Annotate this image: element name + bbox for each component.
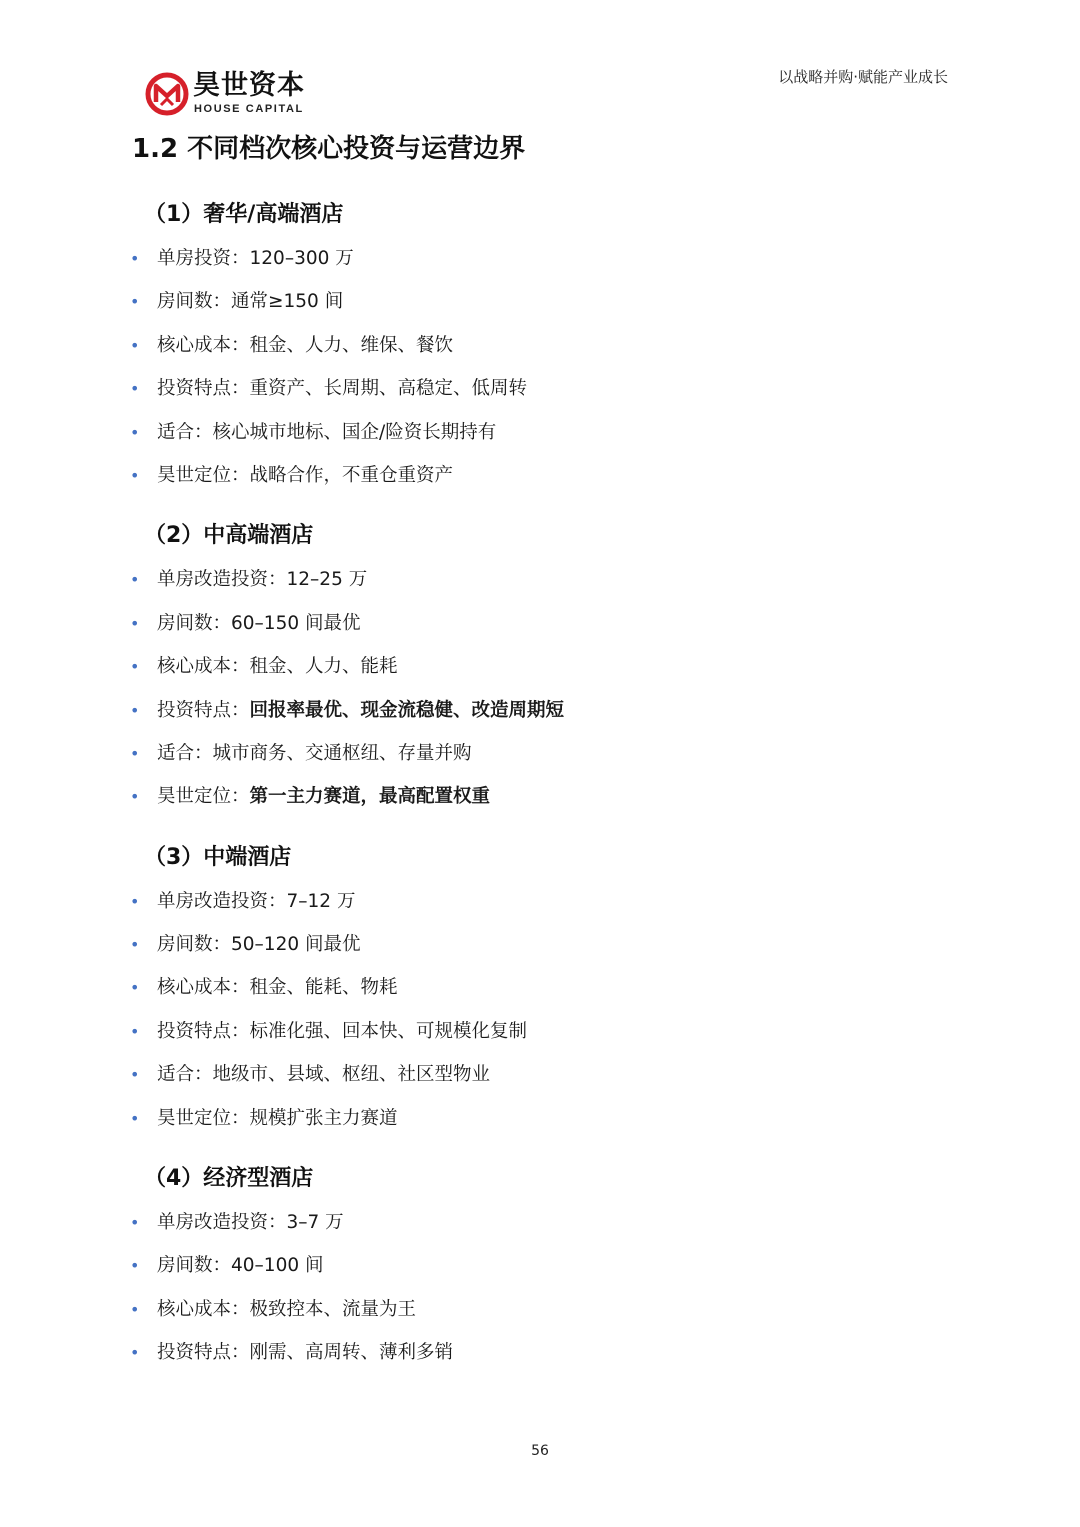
item-value: 12–25 万: [286, 569, 368, 591]
list-item: [130, 1288, 950, 1331]
list-item: [130, 689, 950, 732]
item-value: 第一主力赛道，最高配置权重: [249, 786, 491, 808]
section-economy-hotel: [130, 1157, 950, 1375]
bullet-icon: •: [130, 379, 140, 399]
item-value: 地级市、县域、枢纽、社区型物业: [212, 1064, 491, 1086]
item-label: 投资特点：: [157, 1342, 250, 1364]
item-label: 核心成本：: [157, 977, 250, 999]
item-value: 回报率最优、现金流稳健、改造周期短: [249, 699, 565, 721]
list-item: [130, 880, 950, 923]
list-item: [130, 966, 950, 1009]
section-luxury-hotel: [130, 193, 950, 497]
item-value: 战略合作，不重仓重资产: [249, 464, 454, 486]
item-label: 昊世定位：: [157, 464, 250, 486]
bullet-icon: •: [130, 613, 140, 633]
list-item: [130, 1097, 950, 1140]
item-value: 核心城市地标、国企/险资长期持有: [212, 421, 497, 443]
bullet-icon: •: [130, 1021, 140, 1041]
item-value: 标准化强、回本快、可规模化复制: [249, 1020, 528, 1042]
item-label: 昊世定位：: [157, 786, 250, 808]
list-item: [130, 1201, 950, 1244]
list-item: [130, 1331, 950, 1374]
item-value: 租金、人力、能耗: [249, 656, 398, 678]
item-value: 规模扩张主力赛道: [249, 1107, 398, 1129]
item-label: 单房改造投资：: [157, 569, 287, 591]
bullet-icon: •: [130, 657, 140, 677]
list-item: [130, 454, 950, 497]
bullet-icon: •: [130, 1065, 140, 1085]
bullet-list: [130, 880, 950, 1140]
list-item: [130, 645, 950, 688]
bullet-list: [130, 237, 950, 497]
bullet-icon: •: [130, 570, 140, 590]
bullet-icon: •: [130, 743, 140, 763]
bullet-list: [130, 558, 950, 818]
item-value: 7–12 万: [286, 890, 356, 912]
list-item: [130, 732, 950, 775]
item-label: 核心成本：: [157, 656, 250, 678]
logo-name: 昊世资本: [193, 70, 305, 101]
bullet-icon: •: [130, 1213, 140, 1233]
item-value: 重资产、长周期、高稳定、低周转: [249, 378, 528, 400]
item-label: 房间数：: [157, 612, 232, 634]
item-value: 租金、能耗、物耗: [249, 977, 398, 999]
section-heading: （2）中高端酒店: [144, 523, 314, 549]
section-heading: （1）奢华/高端酒店: [144, 202, 344, 227]
item-label: 投资特点：: [157, 699, 250, 721]
item-label: 核心成本：: [157, 1298, 250, 1320]
item-value: 120–300 万: [249, 248, 354, 269]
logo-english-name: HOUSE CAPITAL: [194, 103, 304, 115]
bullet-icon: •: [130, 891, 140, 911]
bullet-icon: •: [130, 787, 140, 807]
list-item: [130, 237, 950, 280]
bullet-icon: •: [130, 1108, 140, 1128]
section-midscale-hotel: [130, 836, 950, 1140]
item-label: 单房投资：: [157, 248, 250, 269]
section-heading: （4）经济型酒店: [144, 1166, 314, 1192]
item-value: 50–120 间最优: [231, 934, 361, 956]
item-label: 适合：: [157, 421, 213, 443]
company-logo: [145, 70, 315, 118]
list-item: [130, 775, 950, 818]
bullet-icon: •: [130, 292, 140, 312]
item-label: 核心成本：: [157, 334, 250, 356]
bullet-icon: •: [130, 1299, 140, 1319]
bullet-icon: •: [130, 978, 140, 998]
item-label: 投资特点：: [157, 378, 250, 400]
list-item: [130, 602, 950, 645]
item-label: 房间数：: [157, 934, 232, 956]
item-label: 房间数：: [157, 291, 232, 313]
list-item: [130, 324, 950, 367]
item-value: 租金、人力、维保、餐饮: [249, 334, 454, 356]
item-value: 60–150 间最优: [231, 612, 361, 634]
bullet-icon: •: [130, 249, 140, 268]
item-value: 40–100 间: [231, 1255, 324, 1277]
item-label: 适合：: [157, 742, 213, 764]
bullet-icon: •: [130, 1343, 140, 1363]
section-upper-midscale-hotel: [130, 514, 950, 818]
item-value: 3–7 万: [286, 1212, 344, 1234]
item-value: 刚需、高周转、薄利多销: [249, 1342, 454, 1364]
list-item: [130, 923, 950, 966]
list-item: [130, 558, 950, 601]
bullet-icon: •: [130, 700, 140, 720]
list-item: [130, 1244, 950, 1287]
item-label: 昊世定位：: [157, 1107, 250, 1129]
page-number: 56: [531, 1443, 549, 1459]
list-item: [130, 367, 950, 410]
item-value: 通常≥150 间: [231, 291, 344, 313]
bullet-icon: •: [130, 465, 140, 485]
bullet-icon: •: [130, 1256, 140, 1276]
item-label: 投资特点：: [157, 1020, 250, 1042]
list-item: [130, 280, 950, 323]
list-item: [130, 1053, 950, 1096]
header-slogan: 以战略并购·赋能产业成长: [778, 68, 948, 86]
item-label: 房间数：: [157, 1255, 232, 1277]
house-capital-logo-icon: [145, 72, 189, 116]
item-value: 极致控本、流量为王: [249, 1298, 417, 1320]
bullet-icon: •: [130, 422, 140, 442]
content: [130, 193, 950, 1375]
item-label: 单房改造投资：: [157, 1212, 287, 1234]
item-value: 城市商务、交通枢纽、存量并购: [212, 742, 472, 764]
list-item: [130, 411, 950, 454]
item-label: 适合：: [157, 1064, 213, 1086]
item-label: 单房改造投资：: [157, 890, 287, 912]
bullet-icon: •: [130, 335, 140, 355]
list-item: [130, 1010, 950, 1053]
bullet-list: [130, 1201, 950, 1375]
section-heading: （3）中端酒店: [144, 844, 292, 870]
page-title: 1.2 不同档次核心投资与运营边界: [132, 134, 526, 164]
bullet-icon: •: [130, 935, 140, 955]
